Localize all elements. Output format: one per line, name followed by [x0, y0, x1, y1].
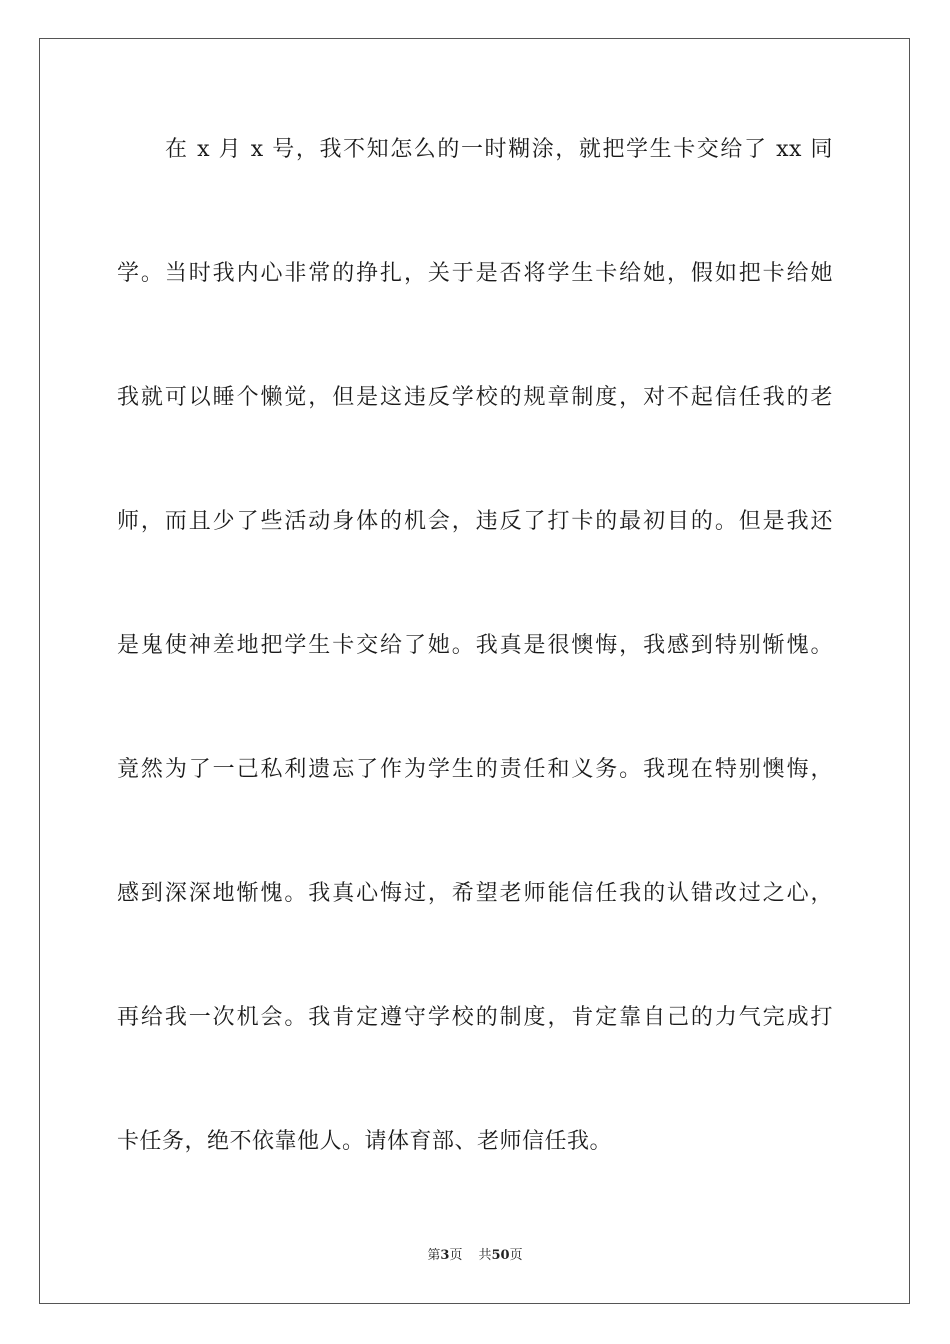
paragraph-line-5: 是鬼使神差地把学生卡交给了她。我真是很懊悔，我感到特别惭愧。 — [117, 633, 833, 658]
page-total: 50 — [491, 1248, 510, 1263]
paragraph-line-1: 在 x 月 x 号，我不知怎么的一时糊涂，就把学生卡交给了 xx 同 — [165, 137, 833, 162]
page-current: 3 — [440, 1248, 450, 1263]
total-suffix: 页 — [509, 1248, 523, 1263]
page-prefix: 第 — [427, 1248, 441, 1263]
paragraph-line-8: 再给我一次机会。我肯定遵守学校的制度，肯定靠自己的力气完成打 — [117, 1005, 833, 1030]
page-frame — [39, 38, 910, 1304]
page-footer — [0, 1247, 950, 1265]
total-prefix: 共 — [478, 1248, 492, 1263]
paragraph-line-6: 竟然为了一己私利遗忘了作为学生的责任和义务。我现在特别懊悔， — [117, 757, 833, 782]
page-suffix: 页 — [449, 1248, 463, 1263]
paragraph-line-4: 师，而且少了些活动身体的机会，违反了打卡的最初目的。但是我还 — [117, 509, 833, 534]
paragraph-line-3: 我就可以睡个懒觉，但是这违反学校的规章制度，对不起信任我的老 — [117, 385, 833, 410]
paragraph-line-7: 感到深深地惭愧。我真心悔过，希望老师能信任我的认错改过之心， — [117, 881, 833, 906]
paragraph-line-2: 学。当时我内心非常的挣扎，关于是否将学生卡给她，假如把卡给她 — [117, 261, 833, 286]
paragraph-line-9: 卡任务，绝不依靠他人。请体育部、老师信任我。 — [117, 1129, 613, 1154]
